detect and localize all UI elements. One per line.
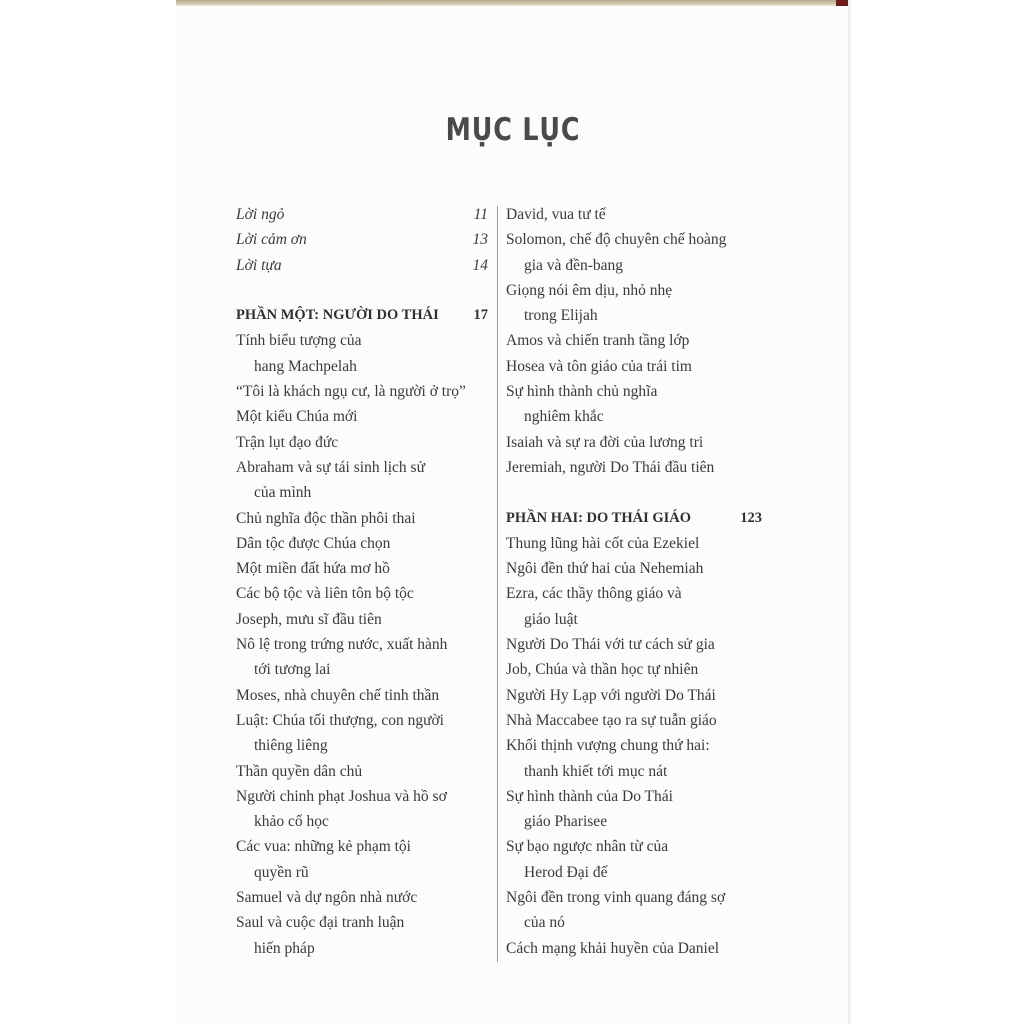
toc-entry — [506, 328, 762, 353]
toc-entry-title: Ngôi đền thứ hai của Nehemiah — [506, 560, 704, 578]
toc-entry — [236, 733, 488, 758]
toc-entry-title: Jeremiah, người Do Thái đầu tiên — [506, 458, 715, 476]
toc-part-heading — [236, 303, 488, 328]
toc-entry — [236, 404, 488, 429]
toc-entry — [506, 759, 762, 784]
toc-entry-title: Trận lụt đạo đức — [236, 433, 339, 451]
toc-entry — [506, 404, 762, 429]
toc-entry — [506, 227, 762, 252]
toc-entry-title: Hosea và tôn giáo của trái tim — [506, 357, 692, 375]
toc-spacer — [236, 278, 488, 303]
toc-entry — [236, 480, 488, 505]
toc-entry-title: Một kiểu Chúa mới — [236, 408, 358, 426]
toc-entry-title: Moses, nhà chuyên chế tinh thần — [236, 686, 440, 704]
page-title: MỤC LỤC — [445, 112, 581, 148]
toc-entry-title: Nhà Maccabee tạo ra sự tuẫn giáo — [506, 711, 717, 729]
toc-entry — [506, 936, 762, 961]
toc-entry-title: của nó — [524, 914, 565, 932]
toc-entry-title: Sự hình thành chủ nghĩa — [506, 383, 658, 401]
toc-entry-title: Lời tựa — [236, 256, 282, 274]
toc-page-number: 13 — [472, 231, 488, 249]
toc-entry — [506, 708, 762, 733]
toc-entry-title: quyền rũ — [254, 863, 309, 881]
toc-entry-title: Herod Đại đế — [524, 863, 608, 881]
toc-entry — [506, 834, 762, 859]
toc-spacer — [506, 480, 762, 505]
toc-entry — [506, 607, 762, 632]
toc-entry-title: “Tôi là khách ngụ cư, là người ở trọ” — [236, 383, 466, 401]
toc-entry — [506, 253, 762, 278]
toc-entry-title: gia và đền-bang — [524, 256, 623, 274]
toc-entry — [506, 784, 762, 809]
toc-entry-title: Luật: Chúa tối thượng, con người — [236, 711, 444, 729]
toc-part-heading — [506, 506, 762, 531]
toc-entry-title: Dân tộc được Chúa chọn — [236, 534, 391, 552]
toc-entry — [236, 834, 488, 859]
toc-entry — [236, 683, 488, 708]
toc-entry-title: Sự hình thành của Do Thái — [506, 787, 673, 805]
toc-entry-title: Isaiah và sự ra đời của lương tri — [506, 433, 704, 451]
toc-entry — [236, 354, 488, 379]
toc-entry-title: Một miền đất hứa mơ hồ — [236, 560, 390, 578]
toc-entry — [506, 860, 762, 885]
toc-entry — [236, 430, 488, 455]
toc-entry — [236, 253, 488, 278]
toc-entry-title: Giọng nói êm dịu, nhỏ nhẹ — [506, 281, 673, 299]
toc-entry-title: Khối thịnh vượng chung thứ hai: — [506, 737, 710, 755]
toc-page-number: 123 — [740, 509, 762, 526]
toc-entry-title: thanh khiết tới mục nát — [524, 762, 668, 780]
toc-entry-title: PHẦN MỘT: NGƯỜI DO THÁI — [236, 307, 439, 324]
toc-entry — [506, 632, 762, 657]
toc-entry — [236, 556, 488, 581]
toc-entry — [236, 328, 488, 353]
toc-entry-title: tới tương lai — [254, 661, 331, 679]
toc-entry-title: Tính biểu tượng của — [236, 332, 362, 350]
toc-entry-title: Chủ nghĩa độc thần phôi thai — [236, 509, 416, 527]
toc-entry-title: Người Do Thái với tư cách sử gia — [506, 636, 715, 654]
toc-entry — [236, 531, 488, 556]
toc-entry — [236, 708, 488, 733]
toc-entry — [506, 733, 762, 758]
toc-entry — [506, 379, 762, 404]
toc-entry — [506, 455, 762, 480]
toc-entry — [236, 632, 488, 657]
toc-entry-title: giáo Pharisee — [524, 813, 608, 831]
toc-entry-title: Người chinh phạt Joshua và hồ sơ — [236, 787, 447, 805]
toc-entry — [236, 885, 488, 910]
toc-entry-title: Abraham và sự tái sinh lịch sử — [236, 458, 425, 476]
toc-entry-title: Các bộ tộc và liên tôn bộ tộc — [236, 585, 414, 603]
toc-entry-title: Nô lệ trong trứng nước, xuất hành — [236, 636, 448, 654]
toc-page-number: 14 — [472, 256, 488, 274]
toc-entry — [506, 303, 762, 328]
toc-entry-title: Thung lũng hài cốt của Ezekiel — [506, 534, 700, 552]
toc-entry — [506, 910, 762, 935]
toc-entry — [506, 657, 762, 682]
toc-entry-title: Cách mạng khải huyền của Daniel — [506, 939, 720, 957]
toc-entry — [236, 759, 488, 784]
toc-entry — [506, 531, 762, 556]
toc-entry-title: thiêng liêng — [254, 737, 328, 755]
toc-entry-title: hang Machpelah — [254, 357, 357, 375]
toc-entry-title: Lời cảm ơn — [236, 231, 307, 249]
toc-entry-title: Sự bạo ngược nhân từ của — [506, 838, 669, 856]
toc-entry-title: Amos và chiến tranh tầng lớp — [506, 332, 690, 350]
toc-entry-title: nghiêm khắc — [524, 408, 604, 426]
toc-entry — [236, 581, 488, 606]
page-right-edge — [848, 0, 852, 1024]
toc-entry — [236, 379, 488, 404]
toc-entry-title: Saul và cuộc đại tranh luận — [236, 914, 405, 932]
page-top-edge — [176, 0, 850, 6]
toc-right-column — [506, 202, 762, 961]
toc-entry — [236, 910, 488, 935]
toc-entry-title: khảo cổ học — [254, 813, 329, 831]
toc-entry-title: Joseph, mưu sĩ đầu tiên — [236, 610, 382, 628]
toc-entry — [506, 885, 762, 910]
toc-entry-title: của mình — [254, 484, 312, 502]
toc-entry-title: Thần quyền dân chủ — [236, 762, 363, 780]
toc-entry-title: Ezra, các thầy thông giáo và — [506, 585, 682, 603]
toc-entry-title: Solomon, chế độ chuyên chế hoàng — [506, 231, 727, 249]
toc-entry — [236, 809, 488, 834]
toc-entry-title: Người Hy Lạp với người Do Thái — [506, 686, 716, 704]
toc-entry — [236, 936, 488, 961]
toc-page-number: 11 — [473, 206, 488, 223]
toc-entry-title: David, vua tư tế — [506, 206, 606, 223]
toc-entry-title: Lời ngỏ — [236, 206, 285, 223]
toc-entry-title: hiến pháp — [254, 939, 315, 957]
toc-entry — [506, 683, 762, 708]
toc-entry — [506, 581, 762, 606]
toc-entry — [506, 278, 762, 303]
toc-entry — [236, 202, 488, 227]
toc-entry — [506, 430, 762, 455]
toc-entry — [236, 455, 488, 480]
toc-entry-title: giáo luật — [524, 610, 578, 628]
toc-entry-title: PHẦN HAI: DO THÁI GIÁO — [506, 509, 692, 526]
toc-entry-title: Các vua: những kẻ phạm tội — [236, 838, 411, 856]
toc-left-column — [236, 202, 488, 961]
toc-entry-title: Ngôi đền trong vinh quang đáng sợ — [506, 889, 726, 907]
toc-entry — [236, 607, 488, 632]
toc-entry — [506, 202, 762, 227]
toc-entry-title: trong Elijah — [524, 307, 598, 325]
toc-entry — [236, 784, 488, 809]
toc-entry — [236, 860, 488, 885]
toc-entry-title: Samuel và dự ngôn nhà nước — [236, 889, 418, 907]
toc-entry — [236, 506, 488, 531]
toc-entry — [236, 227, 488, 252]
toc-entry-title: Job, Chúa và thần học tự nhiên — [506, 661, 699, 679]
toc-entry — [236, 657, 488, 682]
toc-page-number: 17 — [473, 307, 488, 324]
toc-entry — [506, 354, 762, 379]
toc-entry — [506, 556, 762, 581]
toc-entry — [506, 809, 762, 834]
column-divider — [497, 206, 498, 962]
